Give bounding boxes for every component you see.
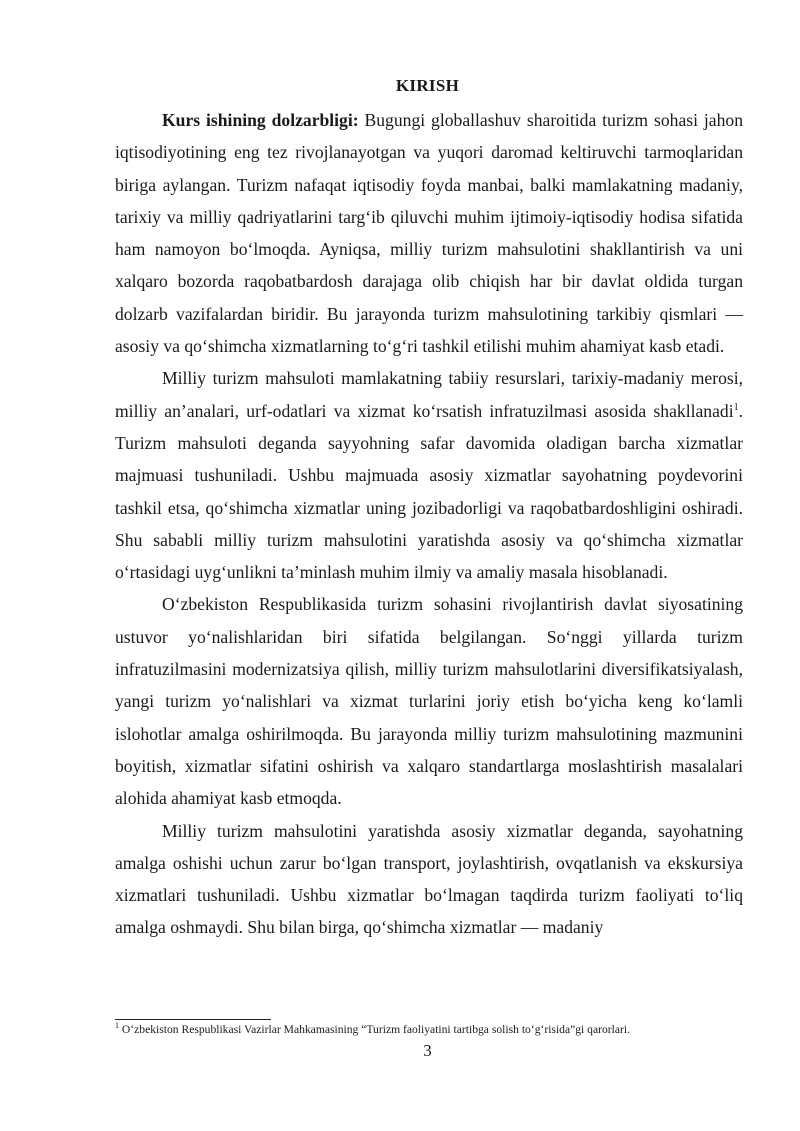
body-text: [115, 104, 743, 944]
page-number: 3: [423, 1041, 432, 1060]
paragraph-relevance: [115, 104, 743, 362]
paragraph-lead: Kurs ishining dolzarbligi:: [162, 110, 359, 130]
footnote-divider: [115, 1019, 271, 1020]
paragraph-text: Milliy turizm mahsuloti mamlakatning tabiiy resurslari, tarixiy-madaniy merosi, milliy an’analari, urf-odatlari va xizmat ko‘rsatish infratuzilmasi asosida shakllanadi: [115, 368, 743, 421]
footnote-text: O‘zbekiston Respublikasi Vazirlar Mahkamasining “Turizm faoliyatini tartibga solish to‘g‘risida”gi qarorlari.: [119, 1023, 630, 1036]
paragraph-main-services: Milliy turizm mahsulotini yaratishda asosiy xizmatlar deganda, sayohatning amalga oshishi uchun zarur bo‘lgan transport, joylashtirish, ovqatlanish va ekskursiya xizmatlari tushuniladi. Ushbu xizmatlar bo‘lmagan taqdirda turizm faoliyati to‘liq amalga oshmaydi. Shu bilan birga, qo‘shimcha xizmatlar — madaniy: [115, 820, 743, 938]
footnote-marker: 1: [115, 1021, 119, 1031]
footnote-reference[interactable]: 1: [733, 401, 739, 413]
paragraph-text: . Turizm mahsuloti deganda sayyohning safar davomida oladigan barcha xizmatlar majmuasi tushuniladi. Ushbu majmuada asosiy xizmatlar sayohatning poydevorini tashkil etsa, qo‘shimcha xizmatlar uning jozibadorligi va raqobatbardoshligini oshiradi. Shu sababli milliy turizm mahsulotini yaratishda asosiy va qo‘shimcha xizmatlar o‘rtasidagi uyg‘unlikni ta’minlash muhim ilmiy va amaliy masala hisoblanadi.: [115, 400, 743, 583]
paragraph-text: Bugungi globallashuv sharoitida turizm sohasi jahon iqtisodiyotining eng tez rivojlanayotgan va yuqori daromad keltiruvchi tarmoqlaridan biriga aylangan. Turizm nafaqat iqtisodiy foyda manbai, balki mamlakatning madaniy, tarixiy va milliy qadriyatlarini targ‘ib qiluvchi muhim ijtimoiy-iqtisodiy hodisa sifatida ham namoyon bo‘lmoqda. Ayniqsa, milliy turizm mahsulotini shakllantirish va uni xalqaro bozorda raqobatbardosh darajaga olib chiqish har bir davlat oldida turgan dolzarb vazifalardan biridir. Bu jarayonda turizm mahsulotining tarkibiy qismlari — asosiy va qo‘shimcha xizmatlarning to‘g‘ri tashkil etilishi muhim ahamiyat kasb etadi.: [115, 110, 743, 357]
paragraph-national-product: [115, 362, 743, 588]
paragraph-uzbekistan-policy: O‘zbekiston Respublikasida turizm sohasini rivojlantirish davlat siyosatining ustuvor yo‘nalishlaridan biri sifatida belgilangan. So‘nggi yillarda turizm infratuzilmasini modernizatsiya qilish, milliy turizm mahsulotlarini diversifikatsiyalash, yangi turizm yo‘nalishlari va xizmat turlarini joriy etish bo‘yicha keng ko‘lamli islohotlar amalga oshirilmoqda. Bu jarayonda milliy turizm mahsulotining mazmunini boyitish, xizmatlar sifatini oshirish va xalqaro standartlarga moslashtirish masalalari alohida ahamiyat kasb etmoqda.: [115, 594, 743, 809]
footnote: [115, 1022, 755, 1037]
page-title: KIRISH: [395, 76, 460, 95]
